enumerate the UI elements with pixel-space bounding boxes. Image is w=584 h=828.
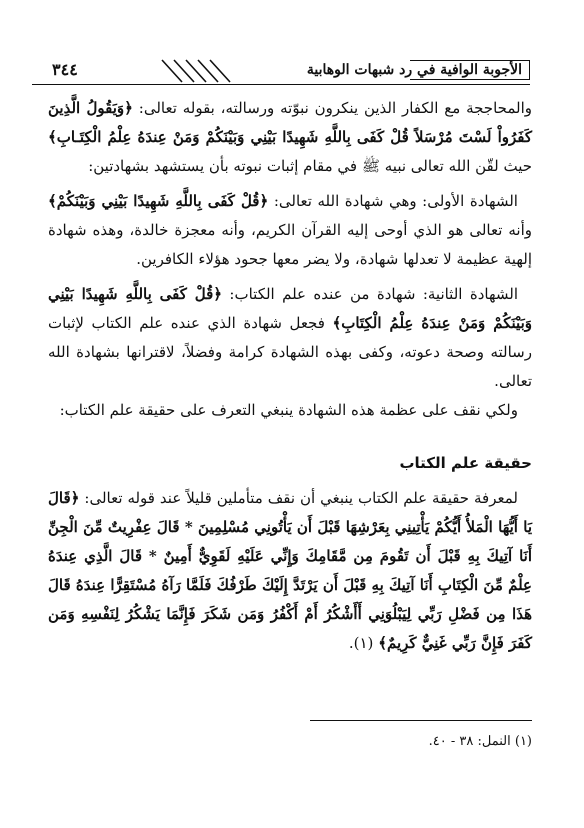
paragraph-4: ولكي نقف على عظمة هذه الشهادة ينبغي التعرف على حقيقة علم الكتاب: (59, 401, 518, 419)
paragraph-3 (48, 280, 532, 396)
section-heading: حقيقة علم الكتاب (399, 454, 532, 472)
paragraph-2 (48, 187, 532, 274)
running-header (32, 52, 530, 92)
paragraph-5 (48, 484, 532, 658)
quran-quote: ﴿وَيَقُولُ الَّذِينَ كَفَرُواْ لَسْتَ مُرْسَلاً قُلْ كَفَى بِاللَّهِ شَهِيدًا بَيْنِي وَبَيْنَكُمْ وَمَنْ عِندَهُ عِلْمُ الْكِتَـابِ﴾ (48, 99, 532, 146)
paragraph-1 (48, 94, 532, 181)
header-ornament-icon (160, 58, 232, 84)
footnote-reference: (١). (348, 634, 374, 652)
paragraph-text: وأنه تعالى هو الذي أوحى إليه القرآن الكريم، وأنه معجزة خالدة، وهذه شهادة إلهية عظيمة لا تعدلها شهادة، ولا يضر معها جحود هؤلاء الكافرين. (48, 221, 532, 268)
footnote-separator (310, 720, 532, 721)
header-rule (32, 84, 530, 85)
paragraph-text: فجعل شهادة الذي عنده علم الكتاب لإثبات رسالته وصحة دعوته، وكفى بهذه الشهادة كرامة وفضلاً، لاقترانها بشهادة الله تعالى. (48, 314, 532, 390)
paragraph-text: حيث لقّن الله تعالى نبيه ﷺ في مقام إثبات نبوته بأن يستشهد بشهادتين: (88, 157, 532, 175)
quran-quote: ﴿قُلْ كَفَى بِاللَّهِ شَهِيدًا بَيْنِي وَبَيْنَكُمْ﴾ (48, 192, 269, 210)
paragraph-text: الشهادة الثانية: شهادة من عنده علم الكتاب: (229, 285, 518, 303)
page-number: ٣٤٤ (52, 60, 78, 79)
quran-quote: ﴿قَالَ يَا أَيُّهَا الْمَلأُ أَيُّكُمْ يَأْتِينِي بِعَرْشِهَا قَبْلَ أَن يَأْتُونِي مُسْلِمِينَ * قَالَ عِفْرِيتٌ مِّنَ الْجِنِّ أَنَا آتِيكَ بِهِ قَبْلَ أَن تَقُومَ مِن مَّقَامِكَ وَإِنِّي عَلَيْهِ لَقَوِيٌّ أَمِينٌ * قَالَ الَّذِي عِندَهُ عِلْمٌ مِّنَ الْكِتَابِ أَنَا آتِيكَ بِهِ قَبْلَ أَن يَرْتَدَّ إِلَيْكَ طَرْفُكَ فَلَمَّا رَآهُ مُسْتَقِرًّا عِندَهُ قَالَ هَذَا مِن فَضْلِ رَبِّي لِيَبْلُوَنِي أَأَشْكُرُ أَمْ أَكْفُرُ وَمَن شَكَرَ فَإِنَّمَا يَشْكُرُ لِنَفْسِهِ وَمَن كَفَرَ فَإِنَّ رَبِّي غَنِيٌّ كَرِيمٌ﴾ (48, 489, 532, 652)
page-body (48, 94, 532, 658)
paragraph-text: الشهادة الأولى: وهي شهادة الله تعالى: (273, 192, 518, 210)
book-title: الأجوبة الوافية في رد شبهات الوهابية (306, 62, 522, 78)
paragraph-text: والمحاججة مع الكفار الذين ينكرون نبوّته ورسالته، بقوله تعالى: (138, 99, 532, 117)
quran-quote: ﴿قُلْ كَفَى بِاللَّهِ شَهِيدًا بَيْنِي وَبَيْنَكُمْ وَمَنْ عِندَهُ عِلْمُ الْكِتَابِ﴾ (48, 285, 532, 332)
paragraph-text: لمعرفة حقيقة علم الكتاب ينبغي أن نقف متأملين قليلاً عند قوله تعالى: (84, 489, 518, 507)
footnote: (١) النمل: ٣٨ - ٤٠. (428, 734, 532, 749)
